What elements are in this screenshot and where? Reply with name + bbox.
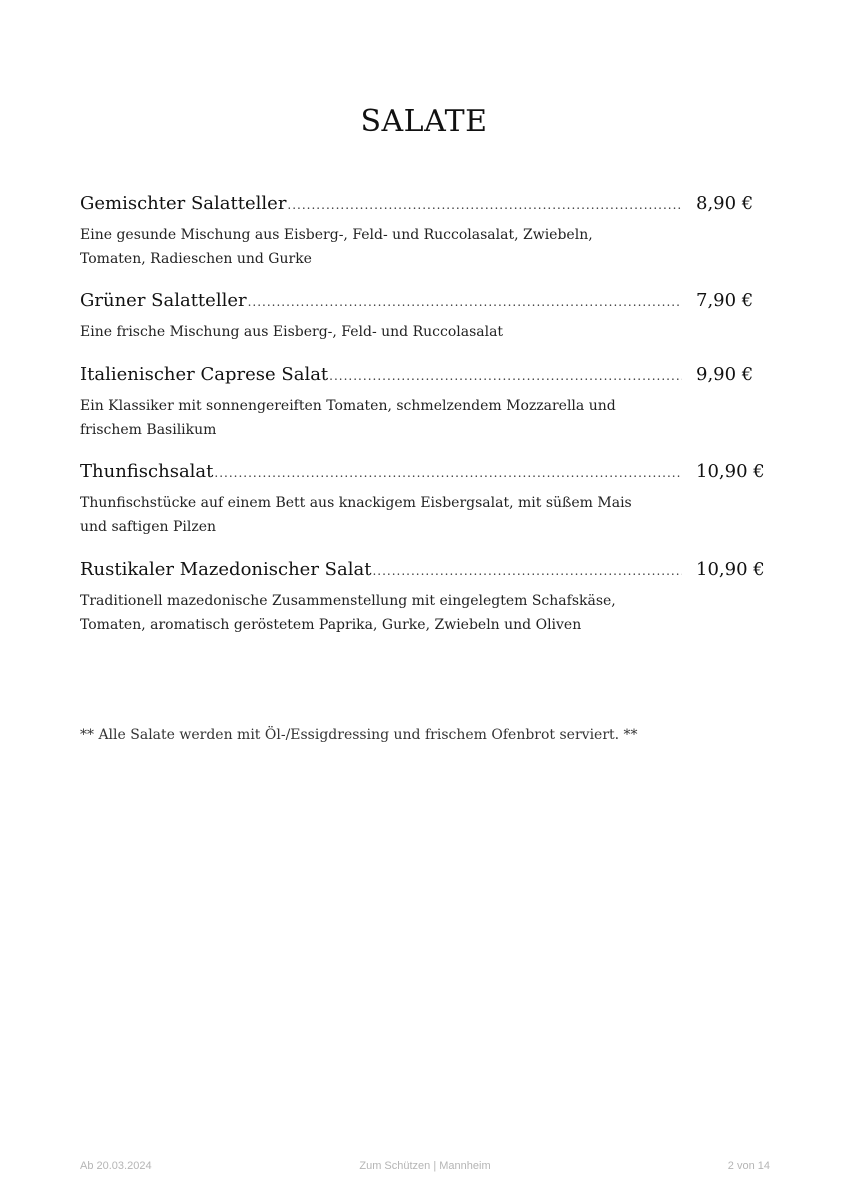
menu-item-price: 10,90 € <box>696 461 765 482</box>
menu-item-name: Thunfischsalat <box>80 461 214 482</box>
menu-item-price: 7,90 € <box>696 290 754 311</box>
menu-item-description: Ein Klassiker mit sonnengereiften Tomaten, schmelzendem Mozzarella und frischem Basilikum <box>80 398 616 438</box>
menu-item-name: Grüner Salatteller <box>80 290 247 311</box>
menu-item-line <box>80 193 770 221</box>
menu-item-line <box>80 559 770 587</box>
menu-item-price: 9,90 € <box>696 364 754 385</box>
menu-footnote: ** Alle Salate werden mit Öl-/Essigdressing und frischem Ofenbrot serviert. ** <box>80 727 638 743</box>
menu-item-description: Thunfischstücke auf einem Bett aus knackigem Eisbergsalat, mit süßem Mais und saftigen Pilzen <box>80 495 632 535</box>
menu-item-price: 8,90 € <box>696 193 754 214</box>
menu-item-description: Traditionell mazedonische Zusammenstellung mit eingelegtem Schafskäse, Tomaten, aromatisch geröstetem Paprika, Gurke, Zwiebeln und Oliven <box>80 593 616 633</box>
menu-item-caprese-salat <box>80 364 770 442</box>
page-footer <box>80 1160 770 1176</box>
menu-item-mazedonischer-salat <box>80 559 770 637</box>
dot-leader <box>248 295 682 309</box>
menu-item-gemischter-salatteller <box>80 193 770 271</box>
footer-restaurant-name: Zum Schützen | Mannheim <box>359 1160 491 1172</box>
dot-leader <box>372 564 682 578</box>
footer-page-number: 2 von 14 <box>727 1160 770 1172</box>
menu-item-gruener-salatteller <box>80 290 770 344</box>
footer-valid-date: Ab 20.03.2024 <box>80 1160 152 1172</box>
menu-item-line <box>80 461 770 489</box>
menu-item-price: 10,90 € <box>696 559 765 580</box>
dot-leader <box>214 466 682 480</box>
dot-leader <box>287 198 682 212</box>
menu-item-name: Rustikaler Mazedonischer Salat <box>80 559 372 580</box>
dot-leader <box>329 369 682 383</box>
menu-item-thunfischsalat <box>80 461 770 539</box>
menu-item-line <box>80 364 770 392</box>
menu-item-description: Eine gesunde Mischung aus Eisberg-, Feld- und Ruccolasalat, Zwiebeln, Tomaten, Radieschen und Gurke <box>80 227 593 267</box>
menu-item-name: Gemischter Salatteller <box>80 193 287 214</box>
menu-item-description: Eine frische Mischung aus Eisberg-, Feld- und Ruccolasalat <box>80 324 504 340</box>
menu-item-line <box>80 290 770 318</box>
page-title: SALATE <box>360 104 488 139</box>
menu-item-name: Italienischer Caprese Salat <box>80 364 329 385</box>
